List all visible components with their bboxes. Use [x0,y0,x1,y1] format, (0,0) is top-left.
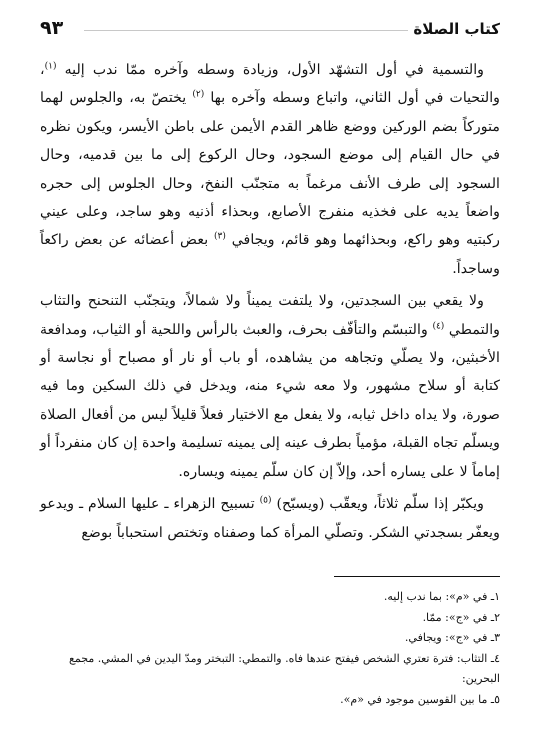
text-run: والتبسّم والتأفّف بحرف، والعبث بالرأس واللحية أو الثياب، ومدافعة الأخبثين، ولا يصلّي وتجاهه من يشاهده، أو باب أو نار أو مصباح أو نجاسة أو كتابة أو سلاح مشهور، ولا معه شيء منه، ويدخل في ذلك السكين وما فيه صورة، ولا يداه داخل ثيابه، ولا يفعل مع الاختيار فعلاً قليلاً ليس من أفعال الصلاة ويسلّم تجاه القبلة، مؤمياً بطرف عينه إلى يمينه تسليمة واحدة إن كان منفرداً أو إماماً لا على يساره أحد، وإلاّ إن كان سلّم يمينه ويساره. [40,321,500,480]
text-run: يختصّ به، والجلوس لهما متوركاً بضم الوركين ووضع ظاهر القدم الأيمن على باطن الأيسر، ويكون نظره في حال القيام إلى موضع السجود، وحال الركوع إلى ما بين قدميه، وحال السجود إلى طرف الأنف مرغماً به متجنّب النفخ، وحال الجلوس إلى حجره واضعاً يديه على فخذيه منفرج الأصابع، وبحذاء أذنيه وهو ساجد، وعلى عيني ركبتيه وهو راكع، وبحذائهما وهو قائم، ويجافي [40,90,500,249]
page-header [40,18,500,44]
page-number: ٩٣ [40,17,64,39]
running-head-title: كتاب الصلاة [413,20,500,38]
main-text [40,56,500,547]
footnote-item: ٤ـ التثاب: فترة تعتري الشخص فيفتح عندها فاه. والتمطي: التبختر ومدّ اليدين في المشي. مجمع البحرين: [69,651,500,685]
header-divider [84,30,408,31]
paragraph [40,287,500,486]
footnote-ref: (٢) [192,89,205,100]
text-run: بعض أعضائه عن بعض راكعاً وساجداً. [40,232,500,277]
text-run: ولا يقعي بين السجدتين، ولا يلتفت يميناً ولا شمالاً، ويتجنّب التنحنح والتثاب والتمطي [40,293,500,338]
footnote-ref: (٣) [214,231,226,242]
footnote-ref: (٤) [432,320,445,331]
footnote-ref: (١) [44,61,57,72]
text-run: والتسمية في أول التشهّد الأول، وزيادة وسطه وآخره ممّا ندب إليه [56,62,484,78]
footnote-item: ٢ـ في «ج»: ممّا. [422,610,500,624]
footnote-item: ١ـ في «م»: بما ندب إليه. [383,590,500,603]
text-run: تسبيح الزهراء ـ عليها السلام ـ ويدعو ويعفّر بسجدتي الشكر. وتصلّي المرأة كما وصفناه وتختص استحباباً بوضع [40,496,500,541]
text-run: ، والتحيات في أول الثاني، واتباع وسطه وآخره بها [40,62,500,107]
paragraph [40,490,500,547]
footnote-ref: (٥) [259,495,272,506]
text-run: ويكبّر إذا سلّم ثلاثاً، ويعقّب (ويسبّح) [271,496,485,513]
footnote-separator [334,576,500,577]
footnote-item: ٣ـ في «ج»: ويجافي. [404,631,500,644]
paragraph [40,56,500,283]
footnotes [40,587,500,710]
footnote-item: ٥ـ ما بين القوسين موجود في «م». [340,692,500,706]
